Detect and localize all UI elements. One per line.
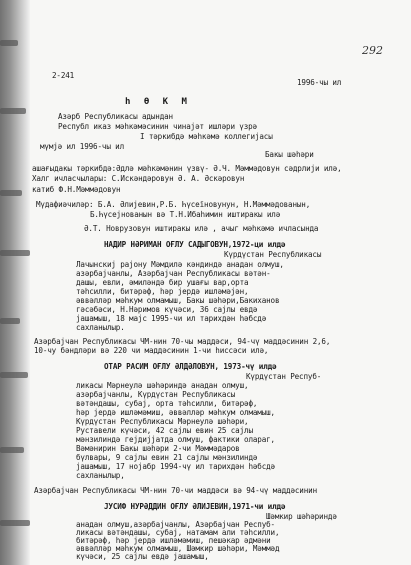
defendant-detail: Шәмкир шәһәриндә	[266, 512, 337, 521]
header-line-1: Азәрб Республикасы адындан	[58, 112, 173, 121]
city: Бакы шәһәри	[265, 150, 314, 159]
defendant-name: ЈУСИФ НУРӘДДИН ОҒЛУ ӘЛИЈЕВИН,1971-чи илдә	[104, 502, 286, 511]
defendant-detail: јашамыш, 18 мајс 1995-чи ил тарихдән һәбсдә	[76, 314, 267, 323]
defendant-detail: Күрдүстан Республикасы Мәрнеулә шәһәри,	[76, 417, 249, 426]
charge-line: Азәрбајчан Республикасы ЧМ-нин 70-чи маддәси вә 94-чү маддәсинин	[34, 486, 317, 495]
defendant-detail: Вәмәнирин Бакы шәһәри 2-чи Мәммәдаров	[76, 444, 240, 453]
defendant-detail: һәр јердә ишләмәмиш, әввәлләр мәһкум олмамыш,	[76, 408, 275, 417]
composition-line: ашағыдакы тәркибдә:Әдлә мәһкәмәнин үзвү- Ә.Ч. Мәммәдовун сәдрлији илә,	[32, 164, 342, 173]
photocopy-spots	[0, 0, 40, 565]
defendant-detail: анадан олмуш,азәрбајчанлы, Азәрбајчан Респуб-	[76, 520, 275, 529]
composition-line: катиб Ф.Н.Мәммәдовун	[32, 185, 121, 194]
defendant-detail: әввәлләр мәһкум олмамыш, Бакы шәһәри,Бакиханов	[76, 296, 280, 305]
header-line-3: I тәркибдә мәһкәмә коллегијасы	[140, 132, 273, 141]
defendant-detail: Руставели күчәси, 42 сајлы евин 25 сајлы	[76, 426, 253, 435]
header-line-2: Республ иказ мәһкәмәсинин чинајәт ишләри үзрә	[58, 122, 257, 131]
charge-line: 10-чу бәндләри вә 220 чи маддәсинин 1-чи һиссәси илә,	[34, 346, 269, 355]
charge-line: Азәрбајчан Республикасы ЧМ-нин 70-чы маддәси, 94-чү маддәсинин 2,6,	[34, 337, 331, 346]
defendant-detail: Күрдүстан Республикасы	[224, 250, 322, 259]
defendant-detail: Күрдүстан Респуб-	[246, 372, 322, 381]
defendant-detail: ликасы Мәрнеулә шәһәриндә анадан олмуш,	[76, 381, 249, 390]
defendant-detail: гәсәбәси, Н.Нәримов күчәси, 36 сајлы евдә	[76, 305, 258, 314]
defendant-detail: ликасы вәтәндашы, субај, натамам али тәһсилли,	[76, 528, 280, 537]
defendant-detail: дашы, евли, әмиләндә бир ушағы вар,орта	[76, 278, 249, 287]
defendant-detail: сахланылыр,	[76, 471, 125, 480]
defendant-detail: бүлвары, 9 сајлы евин 21 сајлы мәнзилиндә	[76, 453, 258, 462]
defenders-line: Б.Һүсејнованын вә Т.Н.Ибаһимин иштиракы илә	[90, 210, 281, 219]
defendant-detail: әввәлләр мәһкум олмамыш, Шәмкир шәһәри, Мәммәд	[76, 544, 280, 553]
defendant-detail: битәрәф, һәр јердә ишләмәмиш, пешәкар әдмәни	[76, 536, 271, 545]
defendant-detail: сахланылыр.	[76, 323, 125, 332]
case-number: 2-241	[52, 71, 75, 80]
prosecutor-line: Ә.Т. Новрузовун иштиракы илә , ачыг мәһкәмә ичласында	[84, 224, 319, 233]
defendant-name: ОТАР РАСИМ ОҒЛУ ӘЛДӘЛОВУН, 1973-чү илдә	[104, 362, 277, 371]
defendant-detail: тәһсилли, битәрәф, һәр јердә ишләмәјән,	[76, 287, 249, 296]
defendant-detail: јашамыш, 17 нојабр 1994-чү ил тарихдән һәбсдә	[76, 462, 275, 471]
defendant-name: НАДИР НӘРИМАН ОҒЛУ САДЫГОВУН,1972-ци илдә	[104, 240, 286, 249]
page-number: 292	[362, 44, 383, 57]
defenders-line: Мүдафиәчиләр: Б.А. Әлијевин,Р.Б. Һүсеїновунун, Н.Мәммәдованын,	[36, 200, 311, 209]
defendant-detail: вәтәндашы, субај, орта тәһсилли, битәрәф,	[76, 399, 258, 408]
year-label: 1996-чы ил	[297, 78, 342, 87]
defendant-detail: азәрбајчанлы, Күрдүстан Республикасы	[76, 390, 236, 399]
document-title: һ Ө К М	[125, 97, 191, 107]
date-line: мүмјә ил 1996-чы ил	[40, 142, 125, 151]
composition-line: Халг ичласчылары: С.Искәндәровун Ә. А. Әскәровун	[32, 174, 245, 183]
defendant-detail: азәрбајчанлы, Азәрбајчан Республикасы вәтән-	[76, 269, 271, 278]
defendant-detail: күчәси, 25 сајлы евдә јашамыш,	[76, 552, 209, 561]
defendant-detail: Лачынскиј рајону Мәмдилә кәндиндә анадан олмуш,	[76, 260, 284, 269]
defendant-detail: мәнзилиндә гејдијјатда олмуш, фактики олараг,	[76, 435, 275, 444]
